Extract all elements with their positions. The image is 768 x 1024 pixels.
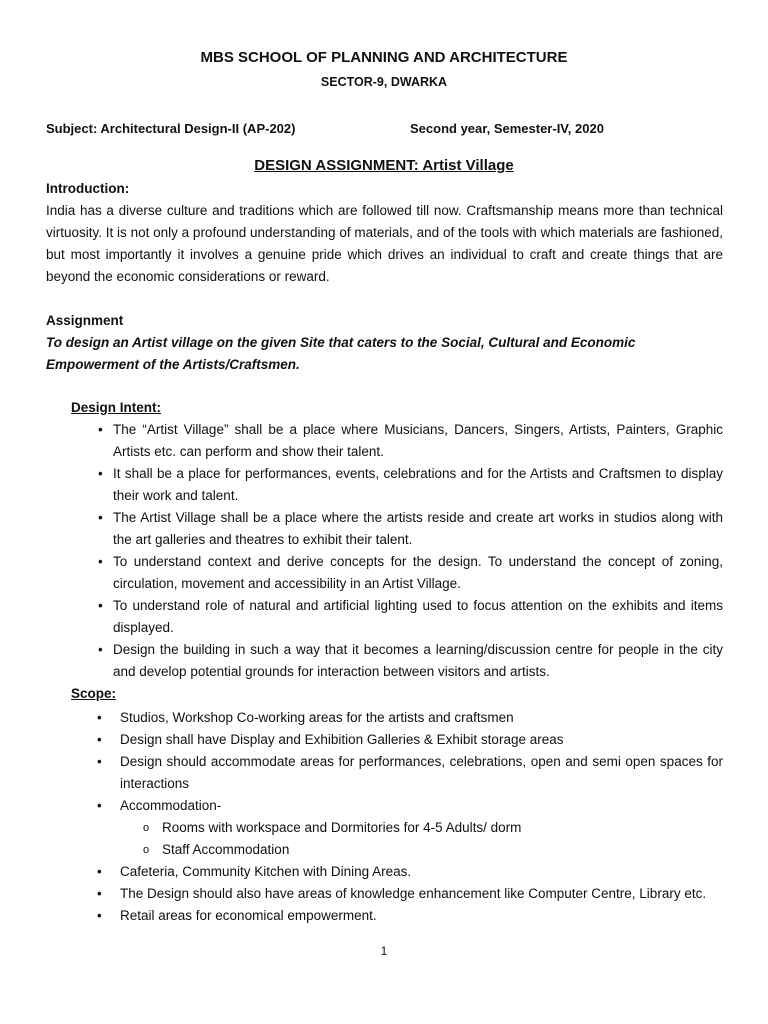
list-item: o Rooms with workspace and Dormitories for 4-5 Adults/ dorm: [46, 817, 723, 839]
list-item: • Design shall have Display and Exhibition Galleries & Exhibit storage areas: [46, 729, 723, 751]
page-number: 1: [380, 944, 388, 958]
bullet-icon: •: [97, 710, 102, 725]
list-item: • Accommodation-: [46, 795, 723, 817]
bullet-icon: •: [97, 886, 102, 901]
list-item: • The Design should also have areas of knowledge enhancement like Computer Centre, Library etc.: [46, 883, 723, 905]
bullet-icon: •: [98, 422, 103, 437]
semester-line: Second year, Semester-IV, 2020: [410, 121, 604, 136]
list-item: • The “Artist Village” shall be a place where Musicians, Dancers, Singers, Artists, Painters, Graphic Artists etc. can perform and show their talent.: [46, 419, 723, 463]
list-item: • The Artist Village shall be a place where the artists reside and create art works in studios along with the art galleries and theatres to exhibit their talent.: [46, 507, 723, 551]
introduction-heading: Introduction:: [46, 181, 130, 196]
school-name: MBS SCHOOL OF PLANNING AND ARCHITECTURE: [200, 49, 568, 66]
scope-list-continued: [46, 861, 723, 927]
sub-bullet-icon: o: [143, 822, 150, 834]
school-address: SECTOR-9, DWARKA: [320, 75, 448, 89]
assignment-title: DESIGN ASSIGNMENT: Artist Village: [254, 157, 514, 174]
introduction-text: India has a diverse culture and traditions which are followed till now. Craftsmanship means more than technical virtuosity. It is not only a profound understanding of materials, and of the tools with which materials are fashioned, but most importantly it involves a genuine pride which drives an individual to craft and create things that are beyond the economic considerations or reward.: [46, 203, 723, 284]
bullet-icon: •: [97, 908, 102, 923]
assignment-text: To design an Artist village on the given Site that caters to the Social, Cultural and Economic Empowerment of the Artists/Craftsmen.: [46, 335, 636, 372]
list-item: • Design should accommodate areas for performances, celebrations, open and semi open spaces for interactions: [46, 751, 723, 795]
bullet-icon: •: [98, 598, 103, 613]
list-item: • To understand role of natural and artificial lighting used to focus attention on the exhibits and items displayed.: [46, 595, 723, 639]
list-item: • It shall be a place for performances, events, celebrations and for the Artists and Craftsmen to display their work and talent.: [46, 463, 723, 507]
bullet-icon: •: [98, 466, 103, 481]
list-item: o Staff Accommodation: [46, 839, 723, 861]
subject-line: Subject: Architectural Design-II (AP-202): [46, 121, 296, 136]
bullet-icon: •: [98, 510, 103, 525]
list-item: • Cafeteria, Community Kitchen with Dining Areas.: [46, 861, 723, 883]
bullet-icon: •: [98, 642, 103, 657]
scope-heading: Scope:: [71, 686, 117, 701]
bullet-icon: •: [97, 864, 102, 879]
bullet-icon: •: [97, 754, 102, 769]
sub-bullet-icon: o: [143, 844, 150, 856]
bullet-icon: •: [98, 554, 103, 569]
list-item: • Studios, Workshop Co-working areas for the artists and craftsmen: [46, 707, 723, 729]
list-item: • Design the building in such a way that it becomes a learning/discussion centre for people in the city and develop potential grounds for interaction between visitors and artists.: [46, 639, 723, 683]
scope-list: [46, 707, 723, 817]
assignment-heading: Assignment: [46, 313, 124, 328]
design-intent-heading: Design Intent:: [71, 400, 161, 415]
list-item: • Retail areas for economical empowerment.: [46, 905, 723, 927]
assignment-section: [46, 310, 723, 376]
bullet-icon: •: [97, 798, 102, 813]
accommodation-sublist: [46, 817, 723, 861]
list-item: • To understand context and derive concepts for the design. To understand the concept of zoning, circulation, movement and accessibility in an Artist Village.: [46, 551, 723, 595]
bullet-icon: •: [97, 732, 102, 747]
design-intent-list: [46, 419, 723, 683]
introduction-section: [46, 178, 723, 288]
